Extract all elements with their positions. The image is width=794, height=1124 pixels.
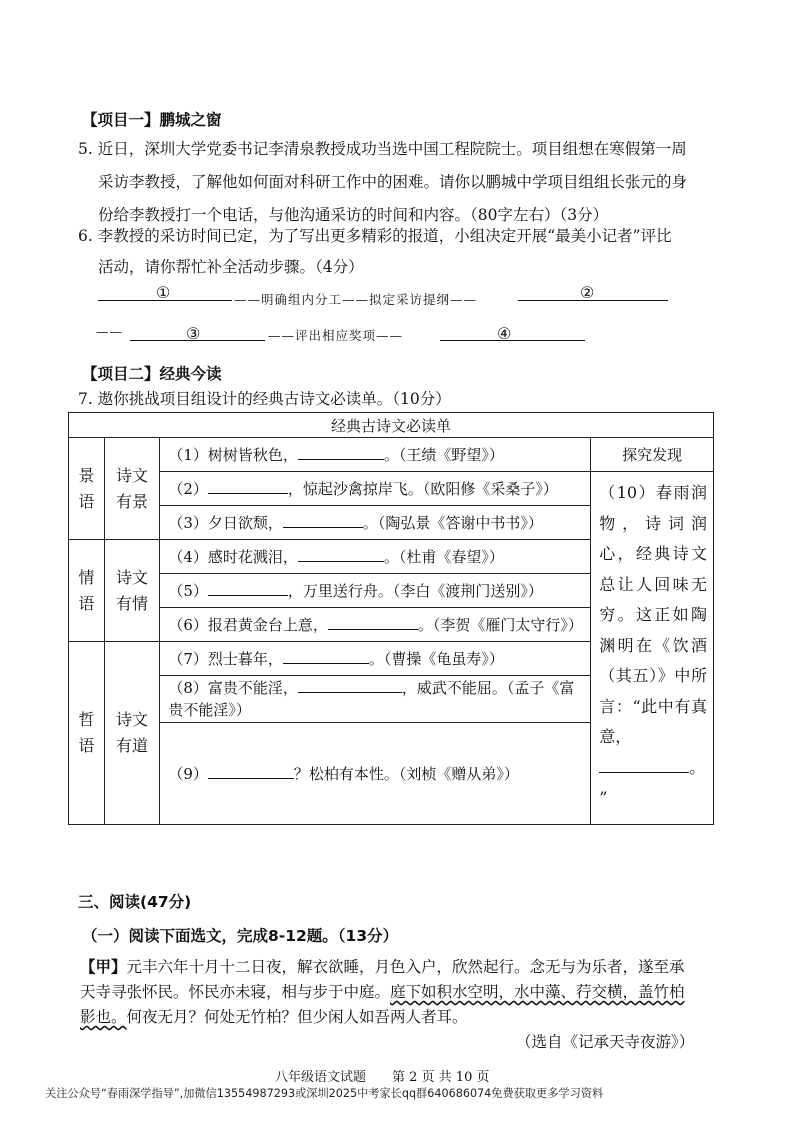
discovery-text: （10）春雨润物，诗词润心，经典诗文总让人回味无穷。这正如陶渊明在《饮酒（其五）》中所言：“此中有真意，: [599, 483, 707, 746]
q5-line1: 5. 近日，深圳大学党委书记李清泉教授成功当选中国工程院院士。项目组想在寒假第一周: [78, 140, 687, 158]
section1-header: 【项目一】鹏城之窗: [82, 111, 222, 129]
passage-line2-text: 天寺寻张怀民。怀民亦未寝，相与步于中庭。: [80, 983, 391, 1001]
q5-line2: 采访李教授，了解他如何面对科研工作中的困难。请你以鹏城中学项目组组长张元的身: [98, 173, 688, 191]
row-5-post: ，万里送行舟。（李白《渡荆门送别》）: [287, 582, 543, 600]
subcategory-scenery: [104, 438, 160, 540]
blank-4-marker: ④: [497, 324, 512, 343]
step-line-a: ——明确组内分工——拟定采访提纲——: [234, 292, 478, 307]
row-2-post: ，惊起沙禽掠岸飞。（欧阳修《采桑子》）: [287, 480, 558, 498]
table-row-5: [160, 574, 591, 608]
q6-line2: 活动，请你帮忙补全活动步骤。（4分）: [98, 258, 364, 276]
category-label: 哲语: [78, 710, 95, 755]
passage-line2-marked: 庭下如积水空明，水中藻、荇交横，盖竹柏: [390, 983, 685, 1001]
passage-source: （选自《记承天寺夜游》）: [516, 1033, 695, 1051]
row-3-post: 。（陶弘景《答谢中书书》）: [362, 514, 543, 532]
category-wisdom: [69, 642, 105, 825]
row-8-blank[interactable]: [298, 678, 402, 693]
table-row-3: [160, 506, 591, 540]
row-7-post: 。（曹操《龟虽寿》）: [368, 650, 504, 668]
passage-line3-marked: 影也。: [80, 1008, 127, 1026]
table-row-9: [160, 723, 591, 825]
row-7-pre: （7）烈士暮年，: [168, 650, 283, 668]
row-8-post2: 贵不能淫》）: [168, 701, 251, 719]
passage-line1-text: 元丰六年十月十二日夜，解衣欲睡，月色入户，欣然起行。念无与为乐者，遂至承: [126, 958, 685, 976]
category-emotion: [69, 540, 105, 642]
row-1-blank[interactable]: [298, 445, 384, 460]
passage-line2: [80, 980, 685, 1002]
passage-line3: [80, 1005, 468, 1027]
passage-line1: [80, 955, 685, 977]
blank-2-marker: ②: [580, 283, 595, 302]
discovery-end2: ”: [599, 788, 608, 807]
row-6-blank[interactable]: [328, 615, 418, 630]
q6-line1: 6. 李教授的采访时间已定，为了写出更多精彩的报道，小组决定开展“最美小记者”评比: [78, 227, 672, 245]
table-row-1: [160, 438, 591, 472]
discovery-header: 探究发现: [591, 438, 714, 472]
subcategory-wisdom: [104, 642, 160, 825]
page-footer: 八年级语文试题 第 2 页 共 10 页: [275, 1070, 490, 1085]
section2-header: 【项目二】经典今读: [82, 365, 222, 383]
row-4-pre: （4）感时花溅泪，: [168, 548, 298, 566]
category-label: 情语: [78, 567, 95, 613]
footer-note: 关注公众号“春雨深学指导”,加微信13554987293或深圳2025中考家长qq群640686074免费获取更多学习资料: [45, 1087, 604, 1100]
section3-header: 三、阅读(47分): [78, 893, 192, 911]
row-8-pre: （8）富贵不能淫，: [168, 679, 298, 697]
subcategory-emotion: [104, 540, 160, 642]
row-7-blank[interactable]: [283, 649, 369, 664]
section3-subheader: （一）阅读下面选文，完成8-12题。（13分）: [82, 927, 399, 945]
reading-list-table: [68, 412, 714, 825]
row-1-post: 。（王绩《野望》）: [383, 446, 504, 464]
passage-label: 【甲】: [80, 958, 127, 976]
row-6-pre: （6）报君黄金台上意，: [168, 616, 328, 634]
row-4-blank[interactable]: [298, 547, 384, 562]
row-1-pre: （1）树树皆秋色，: [168, 446, 298, 464]
blank-3-marker: ③: [186, 324, 201, 343]
table-row-6: [160, 608, 591, 642]
discovery-end1: 。: [689, 757, 706, 777]
table-row-2: [160, 472, 591, 506]
row-4-post: 。（杜甫《春望》）: [383, 548, 504, 566]
row-9-blank[interactable]: [208, 764, 294, 779]
blank-4-line[interactable]: [440, 340, 585, 341]
category-label: 景语: [78, 465, 95, 511]
table-row-4: [160, 540, 591, 574]
table-row-7: [160, 642, 591, 676]
subcategory-label: 诗文有景: [116, 465, 149, 511]
passage-line3-text: 何夜无月？何处无竹柏？但少闲人如吾两人者耳。: [126, 1008, 468, 1026]
row-9-pre: （9）: [168, 765, 208, 783]
subcategory-label: 诗文有情: [116, 567, 149, 613]
q7-prompt: 7. 遨你挑战项目组设计的经典古诗文必读单。（10分）: [78, 390, 451, 408]
row-5-blank[interactable]: [208, 581, 288, 596]
step-dash-start: ——: [96, 324, 123, 339]
row-6-post: 。（李贺《雁门太守行》）: [417, 616, 583, 634]
table-title: 经典古诗文必读单: [69, 413, 714, 438]
category-scenery: [69, 438, 105, 540]
step-line-b: ——评出相应奖项——: [268, 328, 404, 343]
discovery-cell: [591, 472, 714, 825]
q5-line3: 份给李教授打一个电话，与他沟通采访的时间和内容。（80字左右）（3分）: [98, 206, 609, 224]
row-5-pre: （5）: [168, 582, 208, 600]
discovery-blank[interactable]: [599, 758, 689, 773]
row-2-pre: （2）: [168, 480, 208, 498]
row-3-blank[interactable]: [283, 513, 363, 528]
table-row-8: [160, 676, 591, 723]
subcategory-label: 诗文有道: [116, 710, 149, 755]
blank-1-marker: ①: [156, 283, 171, 302]
row-9-post: ？松柏有本性。（刘桢《赠从弟》）: [293, 765, 519, 783]
row-3-pre: （3）夕日欲颓，: [168, 514, 283, 532]
row-2-blank[interactable]: [208, 479, 288, 494]
row-8-post: ，威武不能屈。（孟子《富: [401, 679, 575, 697]
